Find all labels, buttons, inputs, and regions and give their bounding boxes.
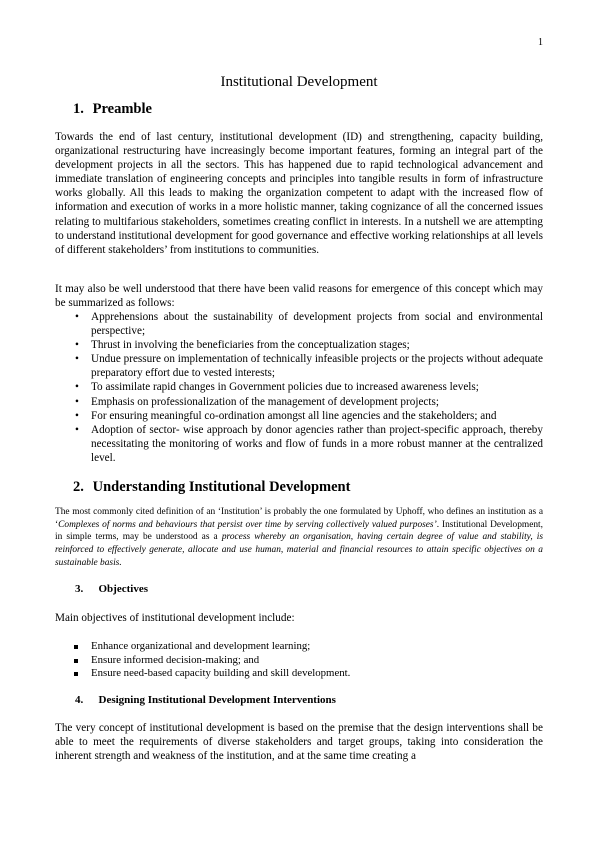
bullet-icon: •	[75, 395, 79, 408]
section-number: 1.	[73, 101, 84, 117]
list-item: Ensure need-based capacity building and skill development.	[55, 667, 543, 681]
section-number: 2.	[73, 479, 84, 495]
section-title: Designing Institutional Development Interventions	[98, 694, 336, 706]
section-heading-understanding	[73, 479, 350, 496]
page-number: 1	[538, 37, 543, 48]
objectives-intro: Main objectives of institutional development include:	[55, 612, 295, 624]
bullet-icon: •	[75, 339, 79, 352]
list-item: • For ensuring meaningful co-ordination amongst all line agencies and the stakeholders; and	[75, 409, 497, 422]
understanding-paragraph: The most commonly cited definition of an ‘Institution’ is probably the one formulated by Uphoff, who defines an institution as a ‘Complexes of norms and behaviours that persist over time by serving collectively valued purposes’. Institutional Development, in simple terms, may be understood as a process whereby an organisation, having certain degree of value and stability, is reinforced to effectively generate, allocate and use human, material and financial resources to attain specific objectives on a sustainable basis.	[55, 507, 544, 568]
section-title: Understanding Institutional Development	[92, 479, 351, 495]
bullet-icon: •	[75, 353, 79, 366]
section-heading-preamble	[73, 101, 152, 118]
square-bullet-icon	[74, 659, 78, 663]
preamble-paragraph-1: Towards the end of last century, institutional development (ID) and strengthening, capacity building, organizational restructuring have increasingly become important features, forming an integral part of the development projects in all the sectors. This has happened due to rapid technological advancement and immediate translation of engineering concepts and principles into tangible results in form of infrastructure works globally. All this leads to making the organization competent to adapt with the increased flow of information and execution of works in a more holistic manner, taking cognizance of all the concerned issues relating to multifarious stakeholders, sometimes creating conflict in interests. In a nutshell we are attempting to understand institutional development for good governance and effective working relationships at all levels of different stakeholders’ from institutions to communities.	[55, 131, 543, 256]
list-item: • To assimilate rapid changes in Government policies due to increased awareness levels;	[75, 381, 479, 394]
list-item: • Adoption of sector- wise approach by donor agencies rather than project-specific approach, thereby necessitating the monitoring of works and flow of funds in a more robust manner at the centralized level.	[75, 423, 543, 464]
document-title: Institutional Development	[220, 74, 378, 90]
section-heading-designing	[75, 694, 336, 706]
bullet-icon: •	[75, 423, 79, 436]
list-item: • Emphasis on professionalization of the management of development projects;	[75, 395, 439, 408]
preamble-bullet-list	[55, 310, 543, 465]
section-number: 4.	[75, 694, 84, 706]
list-item: Enhance organizational and development learning;	[55, 640, 543, 654]
designing-paragraph: The very concept of institutional development is based on the premise that the design interventions shall be able to meet the requirements of diverse stakeholders and target groups, taking into consideration the inherent strength and weakness of the institution, and at the same time creating a	[55, 722, 543, 763]
square-bullet-icon	[74, 645, 78, 649]
bullet-icon: •	[75, 409, 79, 422]
section-title: Preamble	[92, 101, 152, 117]
bullet-icon: •	[75, 311, 79, 323]
bullet-icon: •	[75, 381, 79, 394]
list-item: • Undue pressure on implementation of technically infeasible projects or the projects without adequate preparatory effort due to vested interests;	[75, 353, 543, 380]
list-item: Ensure informed decision-making; and	[55, 654, 543, 668]
section-title: Objectives	[98, 583, 148, 595]
section-heading-objectives	[75, 583, 148, 595]
square-bullet-icon	[74, 672, 78, 676]
list-item: • Apprehensions about the sustainability of development projects from social and environmental perspective;	[75, 311, 543, 338]
section-number: 3.	[75, 583, 84, 595]
list-item: • Thrust in involving the beneficiaries from the conceptualization stages;	[75, 339, 410, 352]
preamble-paragraph-2: It may also be well understood that there have been valid reasons for emergence of this concept which may be summarized as follows:	[55, 283, 543, 310]
objectives-list	[55, 640, 543, 681]
